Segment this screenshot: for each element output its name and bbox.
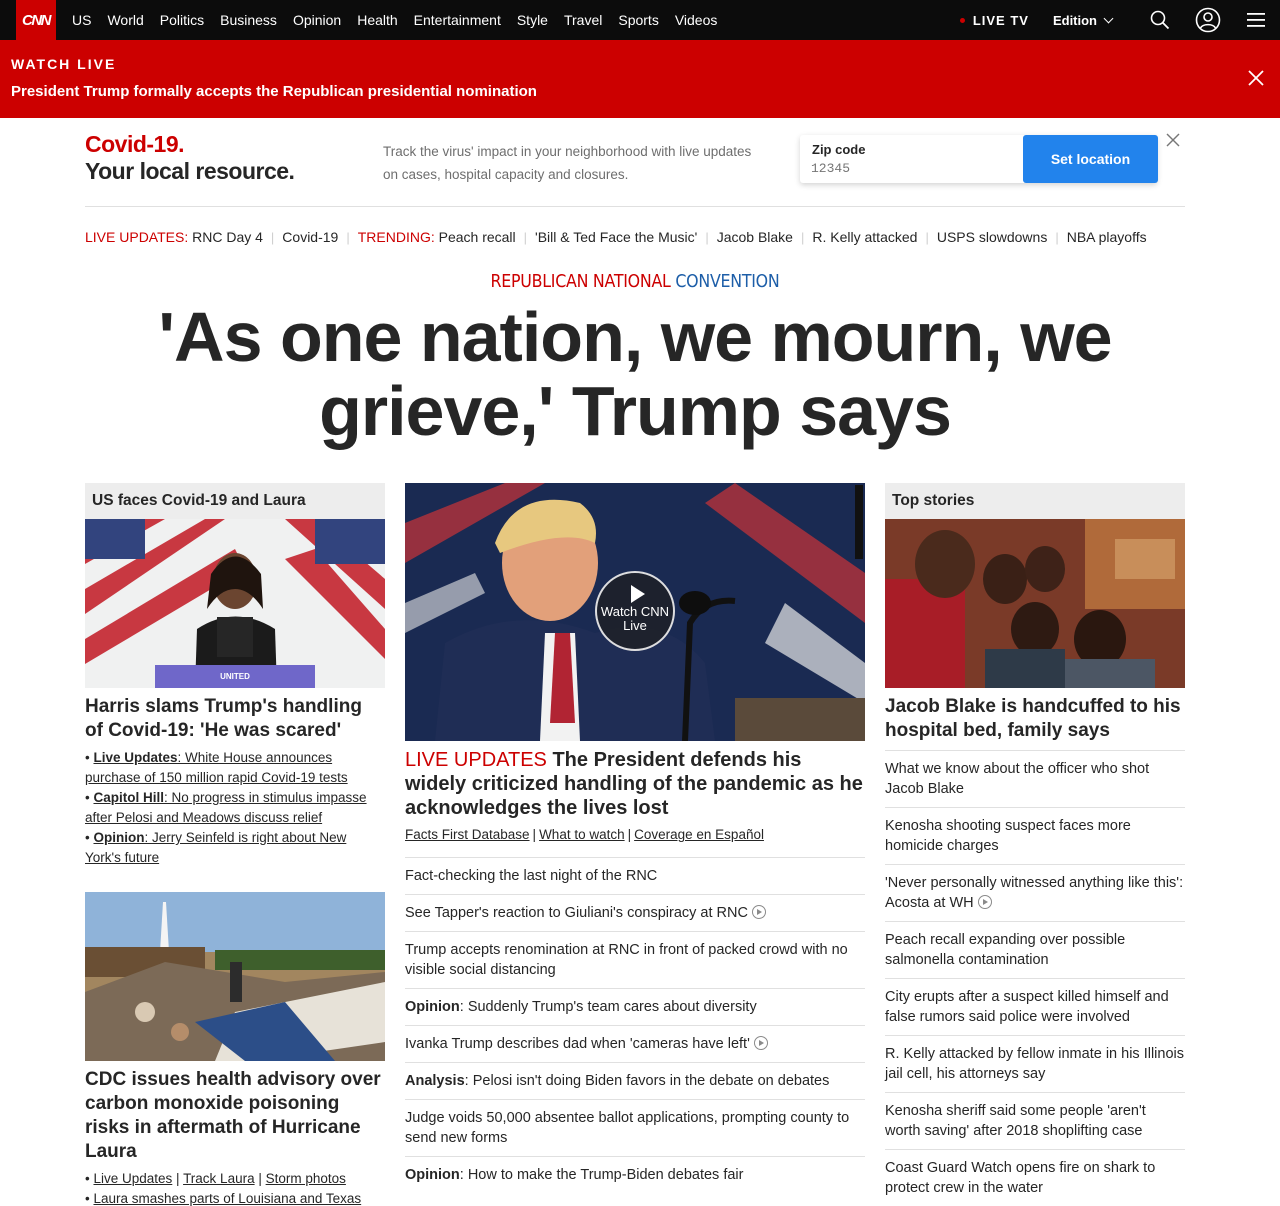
watch-live-banner[interactable]: [0, 40, 1280, 118]
covid-description: Track the virus' impact in your neighborhood with live updates on cases, hospital capacity and closures.: [383, 144, 752, 182]
story-link[interactable]: Storm photos: [265, 1171, 346, 1186]
list-item[interactable]: Opinion: Suddenly Trump's team cares about diversity: [405, 988, 865, 1025]
top-story-headline[interactable]: Jacob Blake is handcuffed to his hospital bed, family says: [885, 696, 1181, 741]
bullet-text: : White House announces purchase of 150 million rapid Covid-19 tests: [85, 750, 348, 785]
live-tv-link[interactable]: [960, 13, 1029, 28]
chevron-down-icon: [1104, 13, 1114, 23]
search-button[interactable]: [1136, 0, 1184, 40]
photo-credit: [855, 485, 863, 559]
nav-link-health[interactable]: Health: [357, 12, 398, 28]
section-title: US faces Covid-19 and Laura: [85, 483, 385, 519]
trending-item[interactable]: R. Kelly attacked: [812, 229, 918, 245]
trending-item[interactable]: Covid-19: [282, 229, 339, 245]
list-item[interactable]: Fact-checking the last night of the RNC: [405, 857, 865, 894]
coverage-espanol-link[interactable]: Coverage en Español: [634, 827, 764, 842]
trending-item[interactable]: NBA playoffs: [1066, 229, 1147, 245]
hero-headline[interactable]: 'As one nation, we mourn, we grieve,' Trump says: [158, 298, 1112, 450]
covid-title: Covid-19.: [85, 131, 185, 157]
nav-link-us[interactable]: US: [72, 12, 92, 28]
section-title: Top stories: [885, 483, 1185, 519]
watch-live-label: Watch CNN Live: [600, 604, 670, 633]
nav-link-videos[interactable]: Videos: [674, 12, 718, 28]
account-button[interactable]: [1184, 0, 1232, 40]
list-item[interactable]: Ivanka Trump describes dad when 'cameras have left': [405, 1025, 865, 1062]
trending-item[interactable]: 'Bill & Ted Face the Music': [535, 229, 698, 245]
bullet-item[interactable]: • Capitol Hill: No progress in stimulus impasse after Pelosi and Meadows discuss relief: [85, 790, 367, 825]
edition-menu[interactable]: [1053, 13, 1112, 28]
trending-bar: LIVE UPDATES: RNC Day 4 | Covid-19 | TRENDING: Peach recall | 'Bill & Ted Face the Music' | Jacob Blake | R. Kelly attacked | USPS slowdowns | NBA playoffs: [85, 229, 1147, 245]
bullet-label: Capitol Hill: [93, 790, 164, 805]
live-updates-label: LIVE UPDATES:: [85, 229, 189, 245]
story-link[interactable]: Live Updates: [93, 1171, 173, 1186]
nav-right: [960, 0, 1280, 40]
nav-link-travel[interactable]: Travel: [563, 12, 603, 28]
story-list: [885, 750, 1185, 1206]
story-links: [85, 1169, 385, 1206]
list-item[interactable]: Coast Guard Watch opens fire on shark to protect crew in the water: [885, 1149, 1185, 1206]
bullet-item[interactable]: • Live Updates: White House announces purchase of 150 million rapid Covid-19 tests: [85, 750, 348, 785]
covid-local-widget: [85, 118, 1185, 207]
close-icon[interactable]: [1165, 132, 1181, 148]
watch-live-button[interactable]: [595, 571, 675, 651]
nav-link-sports[interactable]: Sports: [618, 12, 659, 28]
story-headline[interactable]: CDC issues health advisory over carbon monoxide poisoning risks in aftermath of Hurricane Laura: [85, 1069, 381, 1162]
list-item[interactable]: Kenosha sheriff said some people 'aren't worth saving' after 2018 shoplifting case: [885, 1092, 1185, 1149]
top-navigation: [0, 0, 1280, 40]
edition-label: Edition: [1052, 12, 1097, 28]
video-icon: [978, 895, 992, 909]
list-item[interactable]: 'Never personally witnessed anything like this': Acosta at WH: [885, 864, 1185, 921]
nav-link-style[interactable]: Style: [516, 12, 548, 28]
video-icon: [754, 1036, 768, 1050]
bullet-text: Laura smashes parts of Louisiana and Texas: [93, 1191, 362, 1206]
trending-item[interactable]: Peach recall: [438, 229, 516, 245]
live-dot-icon: [960, 18, 965, 23]
rnc-kicker-blue: CONVENTION: [675, 271, 780, 292]
trending-item[interactable]: RNC Day 4: [192, 229, 263, 245]
hurricane-damage-photo[interactable]: [85, 892, 385, 1061]
list-item[interactable]: City erupts after a suspect killed himself and false rumors said police were involved: [885, 978, 1185, 1035]
bullet-label: Opinion: [93, 830, 145, 845]
bullet-text: : Jerry Seinfeld is right about New York's future: [85, 830, 347, 865]
nav-link-politics[interactable]: Politics: [159, 12, 205, 28]
cnn-logo[interactable]: CNN: [16, 0, 56, 40]
svg-text:UNITED: UNITED: [220, 672, 250, 681]
play-icon: [631, 585, 645, 603]
rnc-kicker-red: REPUBLICAN NATIONAL: [490, 271, 671, 292]
list-item[interactable]: Opinion: How to make the Trump-Biden debates fair: [405, 1156, 865, 1193]
nav-links: [64, 0, 725, 40]
live-updates-label: LIVE UPDATES: [405, 749, 547, 771]
list-item[interactable]: Trump accepts renomination at RNC in front of packed crowd with no visible social distancing: [405, 931, 865, 988]
story-link[interactable]: Track Laura: [183, 1171, 255, 1186]
live-tv-label: LIVE TV: [972, 12, 1029, 28]
story-headline[interactable]: Harris slams Trump's handling of Covid-19: 'He was scared': [85, 696, 362, 741]
hero-video[interactable]: [405, 483, 865, 741]
rnc-kicker[interactable]: [76, 271, 1194, 292]
list-item[interactable]: See Tapper's reaction to Giuliani's conspiracy at RNC: [405, 894, 865, 931]
nav-link-opinion[interactable]: Opinion: [292, 12, 342, 28]
bullet-item[interactable]: • Opinion: Jerry Seinfeld is right about New York's future: [85, 830, 347, 865]
left-column: [85, 483, 385, 1206]
nav-link-entertainment[interactable]: Entertainment: [413, 12, 501, 28]
list-item[interactable]: Peach recall expanding over possible salmonella contamination: [885, 921, 1185, 978]
trending-item[interactable]: USPS slowdowns: [936, 229, 1048, 245]
menu-button[interactable]: [1232, 0, 1280, 40]
trending-item[interactable]: Jacob Blake: [716, 229, 793, 245]
search-icon: [1150, 10, 1170, 30]
facts-first-link[interactable]: Facts First Database: [405, 827, 530, 842]
hamburger-icon: [1246, 12, 1266, 28]
main-story-text: The President defends his widely criticized handling of the pandemic as he acknowledges the lives lost: [405, 749, 863, 819]
list-item[interactable]: What we know about the officer who shot Jacob Blake: [885, 750, 1185, 807]
zip-code-input[interactable]: [811, 161, 1011, 176]
covid-subtitle: Your local resource.: [85, 158, 295, 184]
main-story-links: Facts First Database | What to watch | Coverage en Español: [405, 827, 764, 842]
jacob-blake-family-photo[interactable]: [885, 519, 1185, 688]
zip-code-label: Zip code: [812, 142, 866, 157]
list-item[interactable]: Judge voids 50,000 absentee ballot applications, prompting county to send new forms: [405, 1099, 865, 1156]
what-to-watch-link[interactable]: What to watch: [539, 827, 625, 842]
close-icon[interactable]: [1246, 68, 1266, 88]
story-list: [405, 857, 865, 1193]
bullet-item[interactable]: • Laura smashes parts of Louisiana and Texas: [85, 1191, 362, 1206]
user-icon: [1195, 7, 1221, 33]
harris-photo[interactable]: [85, 519, 385, 688]
banner-kicker: WATCH LIVE: [11, 56, 117, 72]
list-item[interactable]: Kenosha shooting suspect faces more homicide charges: [885, 807, 1185, 864]
bullet-label: Live Updates: [93, 750, 178, 765]
right-column: [885, 483, 1185, 1206]
list-item[interactable]: R. Kelly attacked by fellow inmate in his Illinois jail cell, his attorneys say: [885, 1035, 1185, 1092]
bullet-item: • Live Updates | Track Laura | Storm photos: [85, 1171, 346, 1186]
story-bullets: [85, 748, 385, 868]
list-item[interactable]: Analysis: Pelosi isn't doing Biden favors in the debate on debates: [405, 1062, 865, 1099]
video-icon: [752, 905, 766, 919]
middle-column: [405, 483, 865, 1193]
nav-link-world[interactable]: World: [107, 12, 144, 28]
banner-headline[interactable]: President Trump formally accepts the Republican presidential nomination: [11, 83, 537, 100]
set-location-button[interactable]: Set location: [1023, 135, 1158, 183]
nav-link-business[interactable]: Business: [220, 12, 277, 28]
bullet-text: : No progress in stimulus impasse after Pelosi and Meadows discuss relief: [85, 790, 367, 825]
main-story-headline[interactable]: [405, 748, 865, 820]
trending-label: TRENDING:: [357, 229, 435, 245]
